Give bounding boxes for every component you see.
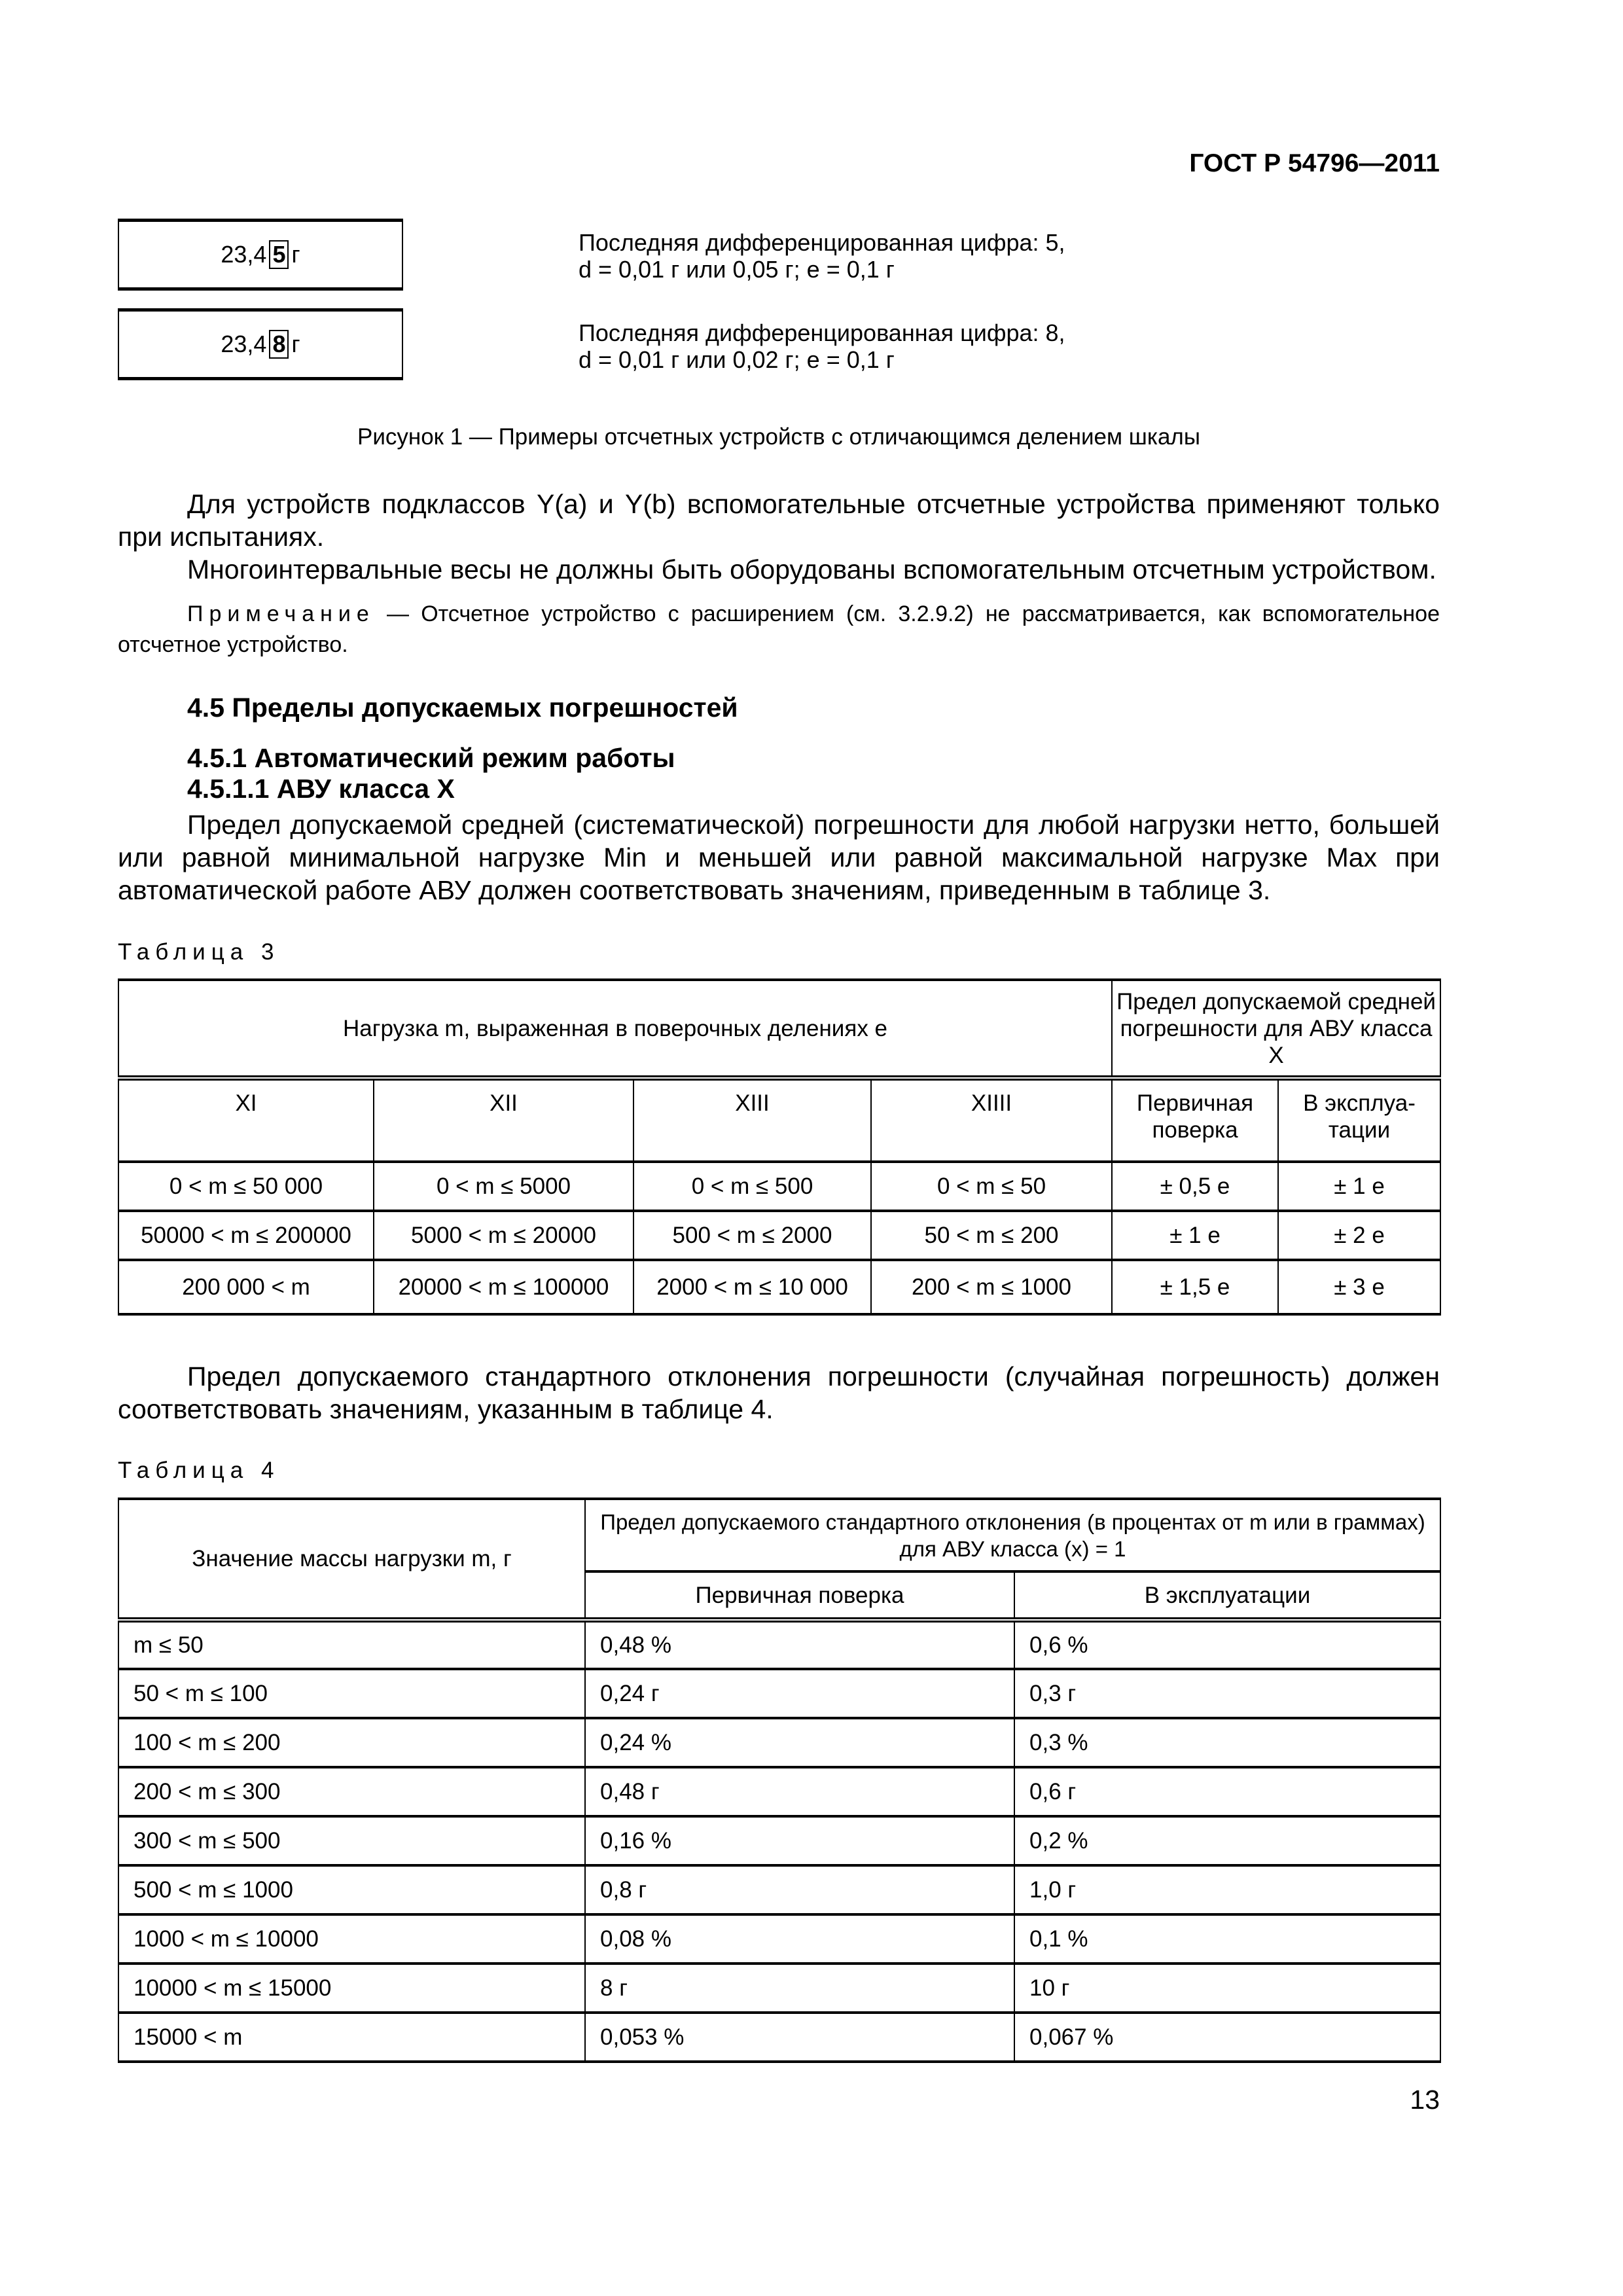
table-cell: ± 1 e <box>1112 1211 1278 1260</box>
display-unit: г <box>291 241 300 268</box>
table-cell: 200 000 < m <box>118 1260 374 1314</box>
table-cell: 500 < m ≤ 1000 <box>118 1865 585 1914</box>
table-row <box>118 1162 1440 1211</box>
header-mass: Значение массы нагрузки m, г <box>118 1499 585 1620</box>
page-number: 13 <box>1410 2085 1440 2115</box>
table-row <box>118 1620 1440 1669</box>
table-cell: ± 1 e <box>1278 1162 1440 1211</box>
table-cell: 500 < m ≤ 2000 <box>633 1211 871 1260</box>
paragraph-text: Многоинтервальные весы не должны быть оборудованы вспомогательным отсчетным устройством. <box>187 554 1436 584</box>
header-initial: Первичная поверка <box>1112 1078 1278 1162</box>
table-cell: 100 < m ≤ 200 <box>118 1718 585 1767</box>
table-cell: 50 < m ≤ 100 <box>118 1669 585 1718</box>
header-class: XIIII <box>871 1078 1112 1162</box>
label-line: d = 0,01 г или 0,05 г; e = 0,1 г <box>579 256 895 283</box>
paragraph <box>118 1360 1440 1426</box>
table-4-caption: Таблица 4 <box>118 1458 280 1483</box>
table-cell: 0 < m ≤ 5000 <box>374 1162 633 1211</box>
table-4 <box>118 1498 1441 2063</box>
table-cell: ± 1,5 e <box>1112 1260 1278 1314</box>
note-label: Примечание <box>187 601 375 626</box>
table-cell: 1000 < m ≤ 10000 <box>118 1914 585 1964</box>
header-class: XII <box>374 1078 633 1162</box>
paragraph <box>118 553 1440 586</box>
table-cell: 0 < m ≤ 500 <box>633 1162 871 1211</box>
table-row <box>118 1865 1440 1914</box>
table-cell: 10 г <box>1014 1964 1440 2013</box>
header-limit: Предел допускаемой средней погрешности для АВУ класса X <box>1112 980 1440 1078</box>
highlighted-digit: 8 <box>269 330 289 359</box>
table-cell: 0 < m ≤ 50 <box>871 1162 1112 1211</box>
display-example-2 <box>118 308 403 380</box>
note <box>118 599 1440 660</box>
table-cell: m ≤ 50 <box>118 1620 585 1669</box>
note-text: — Отсчетное устройство с расширением (см. 3.2.9.2) не рассматривается, как вспомогательное отсчетное устройство. <box>118 601 1440 657</box>
section-heading: 4.5 Пределы допускаемых погрешностей <box>187 692 738 723</box>
table-cell: 0,067 % <box>1014 2013 1440 2062</box>
table-cell: 0,08 % <box>585 1914 1014 1964</box>
display-example-2-label <box>579 319 1065 373</box>
paragraph <box>118 488 1440 553</box>
header-limit: Предел допускаемого стандартного отклонения (в процентах от m или в граммах) для АВУ класса (x) = 1 <box>585 1499 1440 1571</box>
table-3-caption: Таблица 3 <box>118 939 280 965</box>
table-cell: 0,053 % <box>585 2013 1014 2062</box>
table-cell: 200 < m ≤ 1000 <box>871 1260 1112 1314</box>
display-value: 23,4 <box>221 241 267 268</box>
label-line: Последняя дифференцированная цифра: 5, <box>579 229 1065 256</box>
table-cell: 2000 < m ≤ 10 000 <box>633 1260 871 1314</box>
paragraph-text: Предел допускаемого стандартного отклонения погрешности (случайная погрешность) должен соответствовать значениям, указанным в таблице 4. <box>118 1361 1440 1424</box>
table-cell: ± 0,5 e <box>1112 1162 1278 1211</box>
table-cell: 20000 < m ≤ 100000 <box>374 1260 633 1314</box>
table-cell: 0,3 % <box>1014 1718 1440 1767</box>
table-cell: 0,48 % <box>585 1620 1014 1669</box>
table-row <box>118 1211 1440 1260</box>
table-cell: 5000 < m ≤ 20000 <box>374 1211 633 1260</box>
table-cell: 0,2 % <box>1014 1816 1440 1865</box>
table-row <box>118 2013 1440 2062</box>
table-3 <box>118 978 1441 1316</box>
table-cell: 0,16 % <box>585 1816 1014 1865</box>
subsection-heading: 4.5.1 Автоматический режим работы <box>187 743 675 773</box>
table-cell: 15000 < m <box>118 2013 585 2062</box>
table-cell: 0 < m ≤ 50 000 <box>118 1162 374 1211</box>
header-class: XIII <box>633 1078 871 1162</box>
table-cell: 0,6 г <box>1014 1767 1440 1816</box>
table-cell: 0,3 г <box>1014 1669 1440 1718</box>
table-row <box>118 1767 1440 1816</box>
paragraph-text: Предел допускаемой средней (систематической) погрешности для любой нагрузки нетто, большей или равной минимальной нагрузке Min и меньшей или равной максимальной нагрузке Max при автоматической работе АВУ должен соответствовать значениям, приведенным в таблице 3. <box>118 810 1440 905</box>
table-cell: 1,0 г <box>1014 1865 1440 1914</box>
table-cell: 0,24 г <box>585 1669 1014 1718</box>
table-cell: 0,48 г <box>585 1767 1014 1816</box>
header-service: В эксплуатации <box>1014 1571 1440 1620</box>
table-cell: 8 г <box>585 1964 1014 2013</box>
document-id: ГОСТ Р 54796—2011 <box>1189 149 1440 177</box>
table-row <box>118 1718 1440 1767</box>
table-cell: ± 2 e <box>1278 1211 1440 1260</box>
header-initial: Первичная поверка <box>585 1571 1014 1620</box>
display-example-1 <box>118 219 403 291</box>
paragraph <box>118 808 1440 906</box>
header-class: XI <box>118 1078 374 1162</box>
table-cell: 0,6 % <box>1014 1620 1440 1669</box>
table-row <box>118 1816 1440 1865</box>
display-value: 23,4 <box>221 331 267 357</box>
table-row <box>118 1669 1440 1718</box>
table-row <box>118 1260 1440 1314</box>
table-cell: 0,24 % <box>585 1718 1014 1767</box>
header-service: В эксплуа-тации <box>1278 1078 1440 1162</box>
table-cell: 50 < m ≤ 200 <box>871 1211 1112 1260</box>
table-cell: ± 3 e <box>1278 1260 1440 1314</box>
display-unit: г <box>291 331 300 357</box>
label-line: d = 0,01 г или 0,02 г; e = 0,1 г <box>579 346 895 373</box>
header-load: Нагрузка m, выраженная в поверочных делениях e <box>118 980 1112 1078</box>
table-cell: 0,1 % <box>1014 1914 1440 1964</box>
table-row <box>118 1964 1440 2013</box>
highlighted-digit: 5 <box>269 240 289 269</box>
paragraph-text: Для устройств подклассов Y(a) и Y(b) вспомогательные отсчетные устройства применяют только при испытаниях. <box>118 489 1440 552</box>
table-cell: 50000 < m ≤ 200000 <box>118 1211 374 1260</box>
table-row <box>118 1914 1440 1964</box>
table-cell: 300 < m ≤ 500 <box>118 1816 585 1865</box>
figure-caption: Рисунок 1 — Примеры отсчетных устройств с отличающимся делением шкалы <box>357 424 1200 450</box>
table-cell: 10000 < m ≤ 15000 <box>118 1964 585 2013</box>
table-cell: 0,8 г <box>585 1865 1014 1914</box>
table-cell: 200 < m ≤ 300 <box>118 1767 585 1816</box>
display-example-1-label <box>579 229 1065 283</box>
label-line: Последняя дифференцированная цифра: 8, <box>579 319 1065 346</box>
subsubsection-heading: 4.5.1.1 АВУ класса X <box>187 774 455 804</box>
